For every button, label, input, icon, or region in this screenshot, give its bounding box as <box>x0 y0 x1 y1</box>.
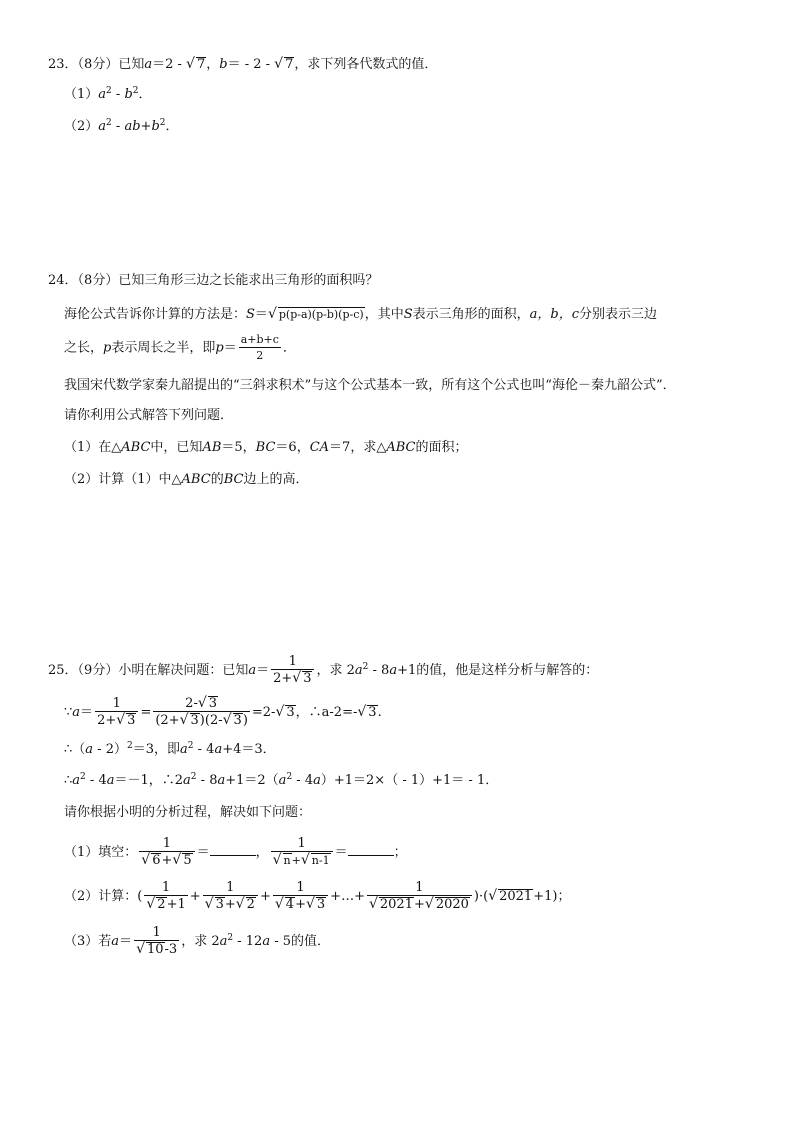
q24-p2-b: 的 <box>210 472 224 487</box>
q24-line1 <box>64 306 657 323</box>
q24-p1-abc: ABC <box>121 440 151 455</box>
q23-p1-a: a <box>98 87 107 102</box>
frac-den <box>203 896 258 913</box>
q24-p2-abc: ABC <box>181 472 211 487</box>
q24-p1-abc2: ABC <box>386 440 416 455</box>
frac-den <box>367 896 472 913</box>
frac-num: 1 <box>144 880 187 896</box>
q24-line2 <box>64 332 296 364</box>
frac-den <box>134 941 179 958</box>
q23-p2-label: （2） <box>64 119 99 134</box>
q25-title-var: a <box>248 663 257 678</box>
frac-den <box>95 712 138 729</box>
q25-s3-var5: a <box>278 773 287 788</box>
q25-p2-fraction1 <box>144 880 187 913</box>
q25-s2-e: +4＝3． <box>222 742 276 757</box>
q25-p3-var2: a <box>219 934 228 949</box>
q24-l2-a: 之长， <box>64 340 104 356</box>
paren-open: ( <box>137 889 143 904</box>
radicand: 2020 <box>435 897 469 912</box>
q24-l2-p2: p <box>215 340 224 356</box>
q24-p1-d: ＝6， <box>275 440 310 455</box>
sqrt-icon: √ <box>197 695 207 711</box>
q24-p1-b: 中，已知 <box>150 440 203 455</box>
q24-l1-S2: S <box>403 307 413 322</box>
q25-p1-eq: ＝ <box>196 845 210 860</box>
q25-s2-sup: 2 <box>126 741 133 751</box>
sqrt-icon: √ <box>292 670 302 686</box>
q24-l2-b: 表示周长之半，即 <box>111 340 216 356</box>
q25-s1-res-c: . <box>377 705 382 720</box>
q25-p3-c: - 12 <box>233 934 263 949</box>
frac-num <box>153 696 250 712</box>
radicand: 10 <box>146 942 164 957</box>
radicand: 3 <box>190 713 199 728</box>
q25-s2-var: a <box>85 742 94 757</box>
q25-s3-g: ）+1＝2×（ - 1）+1＝ - 1． <box>320 773 499 788</box>
q25-p3-var: a <box>111 934 120 949</box>
q24-l1-vars: a，b，c <box>529 307 579 322</box>
q23-p2-end: ． <box>165 119 179 134</box>
q25-p3-a: （3）若 <box>64 934 112 949</box>
q23-p1-exp2: 2 <box>132 86 139 96</box>
frac-den <box>153 712 250 729</box>
q24-p1-e: ＝7，求△ <box>329 440 387 455</box>
frac-den-a: (2+ <box>155 713 180 728</box>
q25-p2-fraction2 <box>203 880 258 913</box>
ellipsis: +…+ <box>330 889 365 904</box>
q25-title-sup: 2 <box>362 662 369 672</box>
q23-a-rhs: ＝2 - <box>152 57 187 72</box>
radicand: 3 <box>303 671 312 686</box>
q25-p2-label: （2）计算： <box>64 889 138 904</box>
q25-title-b-var: a <box>354 663 363 678</box>
sqrt-icon: √ <box>275 704 285 720</box>
q24-l2-eq: ＝ <box>223 340 237 356</box>
q25-title-fraction <box>271 654 314 687</box>
frac-num: 1 <box>271 836 333 852</box>
q24-l1-a: 海伦公式告诉你计算的方法是： <box>64 307 247 322</box>
radicand: 6 <box>152 853 161 868</box>
q25-s3-var4: a <box>217 773 226 788</box>
frac-num-a: 2- <box>185 696 198 711</box>
q24-l1-eq: ＝ <box>254 307 268 322</box>
q25-s2-a: ∴（ <box>64 742 86 757</box>
sqrt-icon: √ <box>136 941 145 957</box>
q25-p1-sep: ， <box>255 845 269 860</box>
q24-p1-f: 的面积； <box>415 440 468 455</box>
q25-s1-res-b: ，∴a-2=- <box>295 705 358 720</box>
q25-s1-fraction2 <box>153 696 250 729</box>
sqrt-icon: √ <box>274 896 284 912</box>
q24-l2-end: ． <box>282 340 296 356</box>
q25-p3-var3: a <box>262 934 271 949</box>
radicand: 2 <box>246 897 255 912</box>
q25-title-c: - 8 <box>368 663 390 678</box>
radicand: n <box>283 854 291 867</box>
q25-step3 <box>64 773 498 789</box>
q25-instruction: 请你根据小明的分析过程，解决如下问题： <box>64 805 312 820</box>
sqrt-icon: √ <box>141 852 151 868</box>
q24-part1 <box>64 440 467 456</box>
q25-step1 <box>64 696 382 729</box>
radicand: 2021 <box>379 897 413 912</box>
q23-var-a: a <box>144 57 153 72</box>
q25-p2-tail: +1)； <box>533 889 571 904</box>
sqrt-icon: √ <box>274 56 284 72</box>
q25-s3-c: ＝－1，∴2 <box>114 773 184 788</box>
q23-p2-plus: + <box>140 119 152 134</box>
q25-s3-sup: 2 <box>80 772 86 782</box>
q23-var-b: b <box>219 57 228 72</box>
q25-s3-var3: a <box>183 773 191 788</box>
q24-l1-d: 分别表示三边 <box>578 307 657 322</box>
q24-title: 24．（8分）已知三角形三边之长能求出三角形的面积吗？ <box>48 273 379 288</box>
frac-num: 1 <box>95 696 138 712</box>
q25-s3-var: a <box>72 773 81 788</box>
radicand: 3 <box>286 705 295 720</box>
frac-den-c: ) <box>242 713 248 728</box>
plus: + <box>259 889 271 904</box>
q23-p2-mid: - <box>111 119 125 134</box>
q24-p1-a: （1）在△ <box>64 440 122 455</box>
q25-s1-res-a: =2- <box>251 705 276 720</box>
q25-p1-fraction1 <box>139 836 194 869</box>
q25-p3-d: - 5的值． <box>270 934 331 949</box>
q23-p2-exp2: 2 <box>159 118 166 128</box>
frac-den-tail: -3 <box>164 942 178 957</box>
radicand: 2 <box>157 897 166 912</box>
radicand: 2021 <box>499 889 533 904</box>
sqrt-icon: √ <box>300 852 310 868</box>
q25-s2-c: ＝3，即 <box>132 742 180 757</box>
q25-s3-a: ∴ <box>64 773 73 788</box>
q24-p2-a: （2）计算（1）中△ <box>64 472 182 487</box>
q24-p1-c: ＝5， <box>221 440 256 455</box>
q25-part3 <box>64 925 330 958</box>
q23-sep: ， <box>206 57 220 72</box>
paren-close-dot: )·( <box>473 889 489 904</box>
sqrt-icon: √ <box>146 896 156 912</box>
plus-one: +1 <box>166 897 186 912</box>
q23-a-radicand: 7 <box>196 57 206 72</box>
q24-p2-c: 边上的高． <box>243 472 309 487</box>
q25-title <box>48 654 598 687</box>
q25-title-a: 25．（9分）小明在解决问题：已知 <box>48 663 249 678</box>
q25-s3-sup3: 2 <box>286 772 293 782</box>
q25-s1-a: a <box>72 705 81 720</box>
q25-title-d: +1的值，他是这样分析与解答的： <box>397 663 599 678</box>
q25-title-c-var: a <box>389 663 398 678</box>
q23-part1 <box>64 87 152 103</box>
q24-part2 <box>64 472 308 488</box>
q24-l1-c: 表示三角形的面积， <box>412 307 530 322</box>
q25-p1-eq2: ＝ <box>334 845 348 860</box>
frac-den-a: 2+ <box>273 671 293 686</box>
q25-s3-var6: a <box>313 773 321 788</box>
q23-p1-end: ． <box>138 87 152 102</box>
answer-blank-1[interactable] <box>210 842 256 856</box>
plus: + <box>413 897 425 912</box>
q23-b-rhs: ＝ - 2 - <box>227 57 275 72</box>
q25-p3-eq: ＝ <box>119 934 133 949</box>
q25-s2-sup2: 2 <box>187 741 194 751</box>
sqrt-icon: √ <box>116 712 126 728</box>
radicand: 3 <box>368 705 377 720</box>
plus: + <box>224 897 236 912</box>
q24-l1-b: ，其中 <box>364 307 404 322</box>
plus: + <box>291 854 301 867</box>
q25-p1-end: ； <box>393 845 407 860</box>
q25-s3-var2: a <box>106 773 115 788</box>
q23-p1-label: （1） <box>64 87 99 102</box>
plus: + <box>189 889 201 904</box>
q25-s3-b: - 4 <box>85 773 107 788</box>
q23-p1-exp1: 2 <box>106 86 112 96</box>
sqrt-icon: √ <box>172 852 182 868</box>
q23-tail: ，求下列各代数式的值． <box>294 57 438 72</box>
frac-num: 1 <box>203 880 258 896</box>
frac-num: 1 <box>139 836 194 852</box>
q24-heron-radicand: p(p-a)(p-b)(p-c) <box>278 308 364 321</box>
q25-p2-fraction4 <box>367 880 472 913</box>
frac-num: 1 <box>134 925 179 941</box>
sqrt-icon: √ <box>186 56 195 72</box>
q25-part1 <box>64 836 407 869</box>
answer-blank-2[interactable] <box>348 842 394 856</box>
q25-p3-sup: 2 <box>227 933 234 943</box>
q23-p2-exp1: 2 <box>106 118 112 128</box>
q23-p2-a: a <box>98 119 107 134</box>
q25-p1-label: （1）填空： <box>64 845 138 860</box>
q25-p1-fraction2 <box>271 836 333 869</box>
radicand: 3 <box>208 696 218 711</box>
plus: + <box>161 853 173 868</box>
radicand: 4 <box>285 897 295 912</box>
frac-num: 1 <box>367 880 472 896</box>
q25-step2 <box>64 742 276 758</box>
frac-num: 1 <box>273 880 328 896</box>
sqrt-icon: √ <box>488 888 498 904</box>
radicand: 5 <box>183 853 192 868</box>
q24-p1-BC: BC <box>255 440 276 455</box>
q24-line4: 请你利用公式解答下列问题． <box>64 408 234 423</box>
q25-s2-b: - 2） <box>93 742 127 757</box>
plus: + <box>295 897 306 912</box>
q24-semiperimeter-fraction <box>239 332 281 364</box>
q23-title-text: 23．（8分）已知 <box>48 57 145 72</box>
radicand: 3 <box>316 897 326 912</box>
q25-title-b: ，求 2 <box>316 663 355 678</box>
q23-part2 <box>64 119 179 135</box>
sqrt-icon: √ <box>305 896 315 912</box>
q23-p2-ab: ab <box>124 119 141 134</box>
sqrt-icon: √ <box>424 896 434 912</box>
frac-den <box>271 670 314 687</box>
q25-s2-var3: a <box>214 742 223 757</box>
q25-s3-sup2: 2 <box>190 772 197 782</box>
radicand: n-1 <box>311 854 330 867</box>
q25-p3-b: ，求 2 <box>181 934 220 949</box>
q24-p1-CA: CA <box>309 440 330 455</box>
q23-b-radicand: 7 <box>285 57 294 72</box>
q24-frac-num: a+b+c <box>240 333 279 346</box>
q25-p3-fraction <box>134 925 179 958</box>
q25-s2-var2: a <box>180 742 188 757</box>
q25-part2 <box>64 880 570 913</box>
frac-den <box>139 852 194 869</box>
q23-p2-b: b <box>151 119 160 134</box>
q24-l2-p: p <box>103 340 112 356</box>
frac-den <box>144 896 187 913</box>
q23-p1-b: b <box>124 87 133 102</box>
sqrt-icon: √ <box>357 704 367 720</box>
q25-title-eq: ＝ <box>256 663 270 678</box>
sqrt-icon: √ <box>179 712 189 728</box>
q25-s3-f: - 4 <box>292 773 314 788</box>
sqrt-icon: √ <box>368 896 378 912</box>
radicand: 3 <box>233 713 242 728</box>
sqrt-icon: √ <box>267 306 277 322</box>
radicand: 3 <box>215 897 224 912</box>
q25-s1-eq2: = <box>140 705 152 720</box>
frac-den-b: )(2- <box>199 713 223 728</box>
because-symbol: ∵ <box>64 705 73 720</box>
frac-den <box>271 852 333 869</box>
frac-num: 1 <box>271 654 314 670</box>
sqrt-icon: √ <box>222 712 232 728</box>
q24-p2-BC: BC <box>223 472 244 487</box>
q25-p2-fraction3 <box>273 880 328 913</box>
q24-frac-den: 2 <box>256 349 264 362</box>
radicand: 3 <box>127 713 136 728</box>
q24-p1-AB: AB <box>202 440 222 455</box>
q24-line3: 我国宋代数学家秦九韶提出的“三斜求积术”与这个公式基本一致，所有这个公式也叫“海伦－秦九韶公式”． <box>64 378 676 393</box>
sqrt-icon: √ <box>204 896 214 912</box>
q25-s3-d: - 8 <box>196 773 218 788</box>
sqrt-icon: √ <box>235 896 245 912</box>
q25-s1-eq: ＝ <box>80 705 94 720</box>
q23-p1-mid: - <box>111 87 125 102</box>
frac-den <box>273 896 328 913</box>
q25-s2-d: - 4 <box>193 742 215 757</box>
q25-s1-fraction1 <box>95 696 138 729</box>
sqrt-icon: √ <box>272 852 282 868</box>
q23-title <box>48 56 437 73</box>
frac-den-a: 2+ <box>97 713 117 728</box>
q24-l1-S: S <box>246 307 255 322</box>
q25-s3-e: +1＝2（ <box>225 773 279 788</box>
